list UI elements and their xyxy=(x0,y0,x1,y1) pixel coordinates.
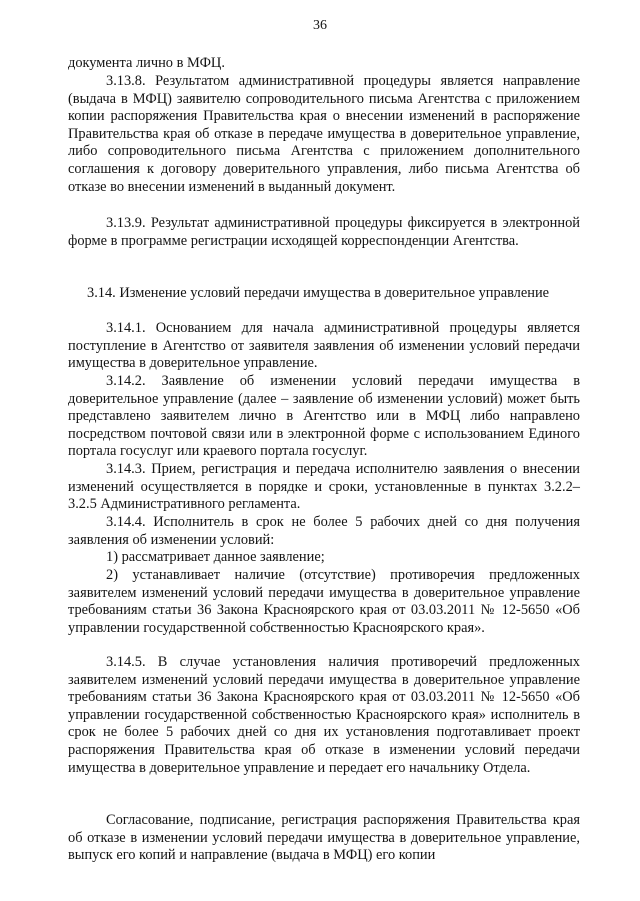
paragraph-3-14-1: 3.14.1. Основанием для начала административной процедуры является поступление в Агентство от заявителя заявления об изменении условий передачи имущества в доверительное управление. xyxy=(68,320,580,372)
paragraph-3-14-5: 3.14.5. В случае установления наличия противоречий предложенных заявителем изменений условий передачи имущества в доверительное управление требованиям статьи 36 Закона Красноярского края от 03.03.2011 № 12-5650 «Об управлении государственной собственностью Красноярского края» исполнитель в срок не более 5 рабочих дней со дня их установления подготавливает проект распоряжения Правительства края об отказе в изменении условий передачи имущества в доверительное управление и передает его начальнику Отдела. xyxy=(68,654,580,776)
paragraph-approval: Согласование, подписание, регистрация распоряжения Правительства края об отказе в изменении условий передачи имущества в доверительное управление, выпуск его копий и направление (выдача в МФЦ) его копии xyxy=(68,812,580,864)
section-heading-3-14: 3.14. Изменение условий передачи имущества в доверительное управление xyxy=(87,285,550,301)
paragraph-3-14-3: 3.14.3. Прием, регистрация и передача исполнителю заявления о внесении изменений осуществляется в порядке и сроки, установленные в пунктах 3.2.2–3.2.5 Административного регламента. xyxy=(68,461,580,513)
list-item-2: 2) устанавливает наличие (отсутствие) противоречия предложенных заявителем изменений условий передачи имущества в доверительное управление требованиям статьи 36 Закона Красноярского края от 03.03.2011 № 12-5650 «Об управлении государственной собственностью Красноярского края». xyxy=(68,567,580,636)
paragraph-3-13-8: 3.13.8. Результатом административной процедуры является направление (выдача в МФЦ) заявителю сопроводительного письма Агентства с приложением копии распоряжения Правительства края о внесении изменений в распоряжение Правительства края об отказе в передаче имущества в доверительное управление, либо сопроводительного письма Агентства с приложением дополнительного соглашения к договору доверительного управления, либо письма Агентства об отказе во внесении изменений в выданный документ. xyxy=(68,73,580,195)
paragraph-3-14-2: 3.14.2. Заявление об изменении условий передачи имущества в доверительное управление (далее – заявление об изменении условий) может быть представлено заявителем лично в Агентство или в МФЦ либо направлено посредством почтовой связи или в электронной форме с использованием Единого портала госуслуг или краевого портала госуслуг. xyxy=(68,373,580,460)
paragraph-continuation: документа лично в МФЦ. xyxy=(68,55,225,71)
paragraph-3-13-9: 3.13.9. Результат административной процедуры фиксируется в электронной форме в программе регистрации исходящей корреспонденции Агентства. xyxy=(68,215,580,249)
paragraph-3-14-4: 3.14.4. Исполнитель в срок не более 5 рабочих дней со дня получения заявления об изменении условий: xyxy=(68,514,580,548)
page-number: 36 xyxy=(313,18,327,33)
list-item-1: 1) рассматривает данное заявление; xyxy=(106,549,325,565)
